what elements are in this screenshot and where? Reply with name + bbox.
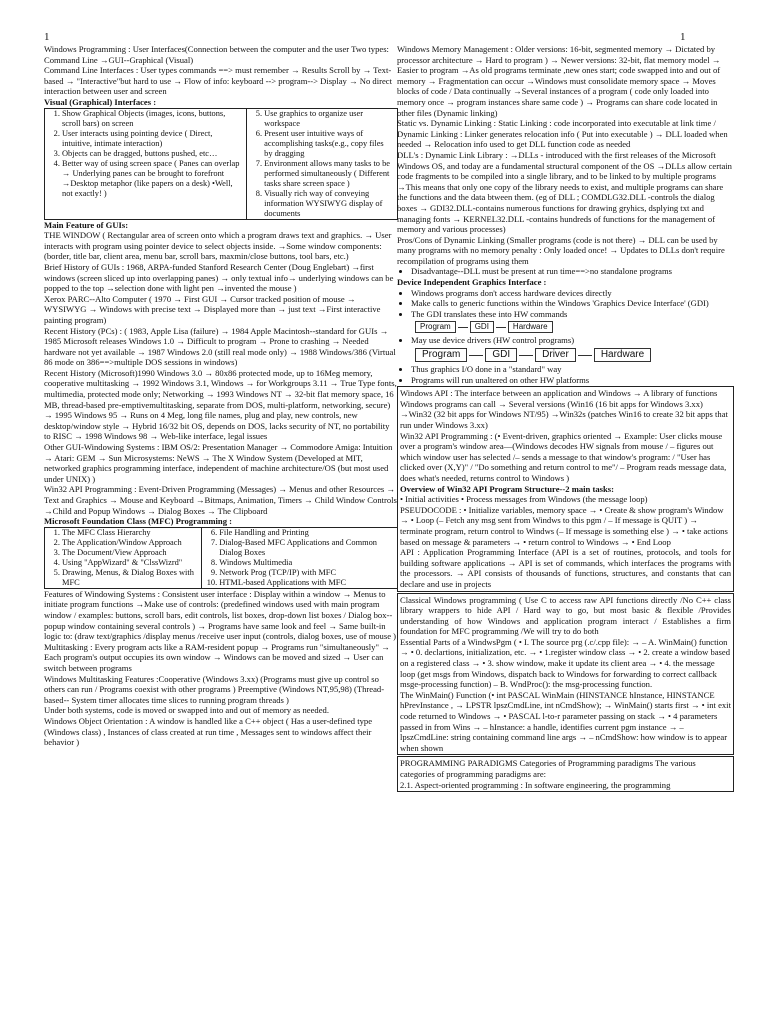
win32-programming-paragraph: Win32 API Programming : (• Event-driven, graphics oriented → Example: User clicks mouse over a program's window area—(Windows decodes HW signals from mouse / – figures out which window user has selected /– sends a message to that window's program: / "User has clicked over (X,Y)" / "Do something and return control to me"/ – Program reads message data, does what's needed, returns control to Windows ) [400, 430, 727, 483]
gui-list-item: 1. Show Graphical Objects (images, icons, buttons, scroll bars) on screen [62, 109, 243, 129]
gui-list-item: 5. Use graphics to organize user workspace [264, 109, 394, 129]
features-paragraph: Features of Windowing Systems : Consistent user interface : Display within a window → Menus to initiate program functions →Make use of controls: (predefined windows used with main program window / examples: buttons, scroll bars, edit controls, list boxes, drop-down list boxes / Dialog box--popup window containing several controls ) → Programs have same look and feel → Same built-in logic to: (draw text/graphics /display menus /receive user input (controls, dialog boxes, use of mouse ) [44, 588, 397, 642]
classical-box [397, 593, 734, 756]
diagram-box-program: Program [415, 348, 467, 362]
mfc-list-item: 4. Using "AppWizard" & "ClssWizrd" [62, 558, 198, 568]
xerox-paragraph: Xerox PARC--Alto Computer ( 1970 → First GUI → Cursor tracked position of mouse → WYSIWYG → Windows with precise text → Displayed more than → just text →First interactive painting program) [44, 293, 381, 325]
mfc-list-item: 5. Drawing, Menus, & Dialog Boxes with MFC [62, 568, 198, 588]
mfc-list-item: 9. Network Prog (TCP/IP) with MFC [219, 568, 394, 578]
mfc-left-cell [45, 527, 202, 588]
memory-paragraph: Windows Memory Management : Older versions: 16-bit, segmented memory → Dictated by processor architecture → Hard to program ) → Newer versions: 32-bit, flat memory model → Easier to program →As old programs terminate ,new ones start; code swapped into and out of memory → Fragmentation can occur →Windows must consolidate memory space → Moves blocks of code / Data continually →Several instances of a program ( code only loaded into memory once → program instances share same code ) → Programs can share code located in other files (Dynamic linking) [397, 44, 721, 118]
aspect-paragraph: 2.1. Aspect-oriented programming : In software engineering, the programming [400, 779, 671, 790]
diagram-box-hardware: Hardware [594, 348, 651, 362]
diagram-box-hardware: Hardware [508, 321, 553, 333]
paradigms-heading: PROGRAMMING PARADIGMS Categories of Programming paradigms The various categories of programming paradigms are: [400, 758, 696, 779]
cli-paragraph: Command Line Interfaces : User types commands ==> must remember → Results Scroll by → Text-based → "Interactive"but hard to use → Flow of info: keyboard --> program--> Display → No direct interaction between user and screen [44, 65, 392, 97]
win32-api-paragraph: Win32 API Programming : Event-Driven Programming (Messages) → Menus and other Resources → Text and Graphics → Mouse and Keyboard →Bitmaps, Animation, Timers → Child Window Controls →Child and Popup Windows → Dialog Boxes → The Clipboard [44, 484, 397, 516]
mfc-list-item: 7. Dialog-Based MFC Applications and Common Dialog Boxes [219, 538, 394, 558]
paradigms-box [397, 756, 734, 792]
diagram-box-driver: Driver [535, 348, 576, 362]
pseudocode-paragraph: PSEUDOCODE : • Initialize variables, memory space → • Create & show program's Window → • Loop (– Fetch any msg sent from Windws to this pgm / – If message is QUIT ) → terminate program, return control to Windws (– If message is something else ) → • take actions based on message & parameters → • return control to Windows → • End Loop [400, 504, 728, 547]
mfc-list-item: 10. HTML-based Applications with MFC [219, 578, 394, 588]
mfc-list-item: 2. The Application/Window Approach [62, 538, 198, 548]
device-heading: Device Independent Graphics Interface : [397, 277, 547, 288]
mfc-list-item: 6. File Handling and Printing [219, 528, 394, 538]
brief-history: Brief History of GUIs : 1968, ARPA-funded Stanford Research Center (Doug Englebart) →first windows (screen sliced up into overlapping panes) → only textual info→ underlying windows can be popped to the top →selection done with light pen →invented the mouse ) [44, 261, 394, 294]
dlls-paragraph: DLL's : Dynamic Link Library : →DLLs - introduced with the first releases of the Microsoft Windows OS, and today are a fundamental structural component of the OS →DLLs allow certain code fragments to be compiled into a single library, and to be linked to by multiple programs →This means that only one copy of the library needs to exist, and multiple programs can share the functions and the data btween them. (eg of DLL ; COMDLG32.DLL -controls the dialog boxes → GDI32.DLL-contains numerous functions for drawing gryhics, dsplying txt and managing fonts → KERNEL32.DLL -contains hundreds of functions for the management of memory and various processes) [397, 149, 732, 235]
tasks-paragraph: • Initial activities • Process messages from Windows (the message loop) [400, 494, 648, 505]
disadvantage-item: • Disadvantage--DLL must be present at run time==>no standalone programs [411, 266, 734, 277]
page-number-left: 1 [44, 31, 50, 43]
mfc-heading: Microsoft Foundation Class (MFC) Programming : [44, 516, 233, 527]
windows-multitasking-paragraph: Windows Multitasking Features :Cooperative (Windows 3.xx) (Programs must give up control so others can run / Programs coexist with other programs ) Preemptive (Windows NT,95,98) (Thread-based-- System timer allocates time slices to running program threads ) [44, 673, 385, 705]
diagram-box-program: Program [415, 321, 456, 333]
diagram-connector [469, 355, 483, 356]
overview-heading: Overview of Win32 API Program Structure--2 main tasks: [400, 483, 614, 494]
multitasking-paragraph: Multitasking : Every program acts like a RAM-resident popup → Programs run "simultaneously" → Each program's output occupies its own window → Windows can be moved and sized → User can switch between programs [44, 641, 390, 673]
under-both-paragraph: Under both systems, code is moved or swapped into and out of memory as needed. [44, 705, 329, 716]
api-definition-paragraph: API : Application Programming Interface (API is a set of routines, protocols, and tools for building software applications → API is set of commands, which interfaces the programs with the processors. → API consists of thousands of functions, structures, and constants that can declare and use in projects [400, 547, 731, 589]
diagram-box-gdi: GDI [470, 321, 494, 333]
pros-cons-paragraph: Pros/Cons of Dynamic Linking (Smaller programs (code is not there) → DLL can be used by many programs with no memory penalty : Only loaded once! → Updates to DLLs don't require recompilation of programs using them [397, 234, 725, 266]
mfc-list-item: 8. Windows Multimedia [219, 558, 394, 568]
gui-list-item: 7. Environment allows many tasks to be performed simultaneously ( Different tasks share screen space ) [264, 159, 394, 189]
gui-list-left-cell [45, 108, 247, 219]
gui-list-item: 4. Better way of using screen space ( Panes can overlap → Underlying panes can be brought to forefront →Desktop metaphor (like papers on a desk) •Well, not exactly! ) [62, 159, 243, 199]
gui-list-right-cell [247, 108, 398, 219]
recent-ms-paragraph: Recent History (Microsoft)1990 Windows 3.0 → 80x86 protected mode, up to 16Meg memory, cooperative multitasking → 1992 Windows 3.1, Windows → for Workgroups 3.11 → True Type fonts, multimedia, protected mode only; Networking → 1993 Windows NT → 32-bit flat memory space, 16 MB, thread-based pre-emptivemultitasking, separate from DOS, multi-platform, networking, secure) → 1995 Windows 95 → Runs on 4 Meg, long file names, plug and play, new controls, new desktop/window style → Hybrid 16/32 bit OS, depends on DOS, lacks security of NT, no portability to RISC → 1998 Windows 98 → Web-like interface, legal issues [44, 367, 397, 442]
device-item: • Windows programs don't access hardware devices directly [411, 288, 734, 299]
diagram-box-gdi: GDI [485, 348, 517, 362]
window-definition: THE WINDOW ( Rectangular area of screen onto which a program draws text and graphics. → User interacts with program using pointer device to select objects inside. →Some window components:(border, title bar, client area, menu bar, scroll bars, maxmin/close buttons, tool bars, etc.) [44, 230, 392, 262]
left-column [44, 44, 398, 1016]
diagram-connector [519, 355, 533, 356]
device-item: • Programs will run unaltered on other HW platforms [411, 375, 734, 386]
gui-list-item: 8. Visually rich way of conveying information WYSIWYG display of documents [264, 189, 394, 219]
essential-paragraph: Essential Parts of a WindwsPgm ( • I. The source prg (.c/.cpp file): → – A. WinMain() function → • 0. declartions, initialization, etc. → • 1.register window class → • 2. create a window based on a registered class → • 3. show window, make it update its client area → • 4. the message loop (get msgs from Windows, dispatch back to Windows for forwarding to correct callback msge-processing function) – B. WndProc(): the msg-processing function. [400, 636, 731, 690]
classical-paragraph: Classical Windows programming ( Use C to access raw API functions directly /No C++ class library wrappers to hide API / Hard way to go, but most basic & flexible /Provides understanding of how Windows and application program interact / Establishes a firm foundation for MFC programming /We will try to do both [400, 594, 731, 637]
object-orientation-paragraph: Windows Object Orientation : A window is handled like a C++ object ( Has a user-defined type (Windows class) , Instances of class created at run time , Messages sent to windows affect their behavior ) [44, 715, 373, 748]
intro-paragraph: Windows Programming : User Interfaces(Connection between the computer and the user Two types: Command Line →GUI--Graphical (Visual) [44, 44, 389, 65]
other-gui-paragraph: Other GUI-Windowing Systems : IBM OS/2: Presentation Manager → Commodore Amiga: Intuition → Atari: GEM → Sun Microsystems: NeWS → The X Window System (Developed at MIT, networked graphics programming interface, independent of machine architecture/OS (but most used under UNIX) ) [44, 442, 393, 484]
diagram-connector [496, 327, 506, 328]
mfc-list-item: 3. The Document/View Approach [62, 548, 198, 558]
winmain-paragraph: The WinMain() Function (• int PASCAL WinMain (HINSTANCE hInstance, HINSTANCE hPrevInstance , → LPSTR lpszCmdLine, int nCmdShow); → WinMain() starts first → • int exit code returned to Windows → • PASCAL l-to-r parameter passing on stack → • 4 parameters passed in from Wins → – hInstance: a handle, identifies current pgm instance → – lpszCmdLine: string containing command line args → – nCmdShow: how window is to appear when shown [400, 689, 731, 753]
diagram-connector [458, 327, 468, 328]
gui-list-item: 6. Present user intuitive ways of accomplishing tasks(e.g., copy files by dragging [264, 129, 394, 159]
mfc-table [44, 527, 398, 589]
gui-table [44, 108, 398, 220]
device-item: • Make calls to generic functions within the Windows 'Graphics Device Interface' (GDI) [411, 298, 734, 309]
gui-list-item: 3. Objects can be dragged, buttons pushed, etc… [62, 149, 243, 159]
driver-diagram [415, 348, 734, 362]
page-number-right: 1 [680, 31, 686, 43]
device-item: • May use device drivers (HW control programs) [411, 335, 734, 346]
diagram-connector [578, 355, 592, 356]
mfc-right-cell [202, 527, 398, 588]
gdi-diagram [415, 321, 734, 333]
main-feature-heading: Main Feature of GUIs: [44, 219, 129, 230]
right-column [397, 44, 734, 1016]
gui-list-item: 2. User interacts using pointing device ( Direct, intuitive, intimate interaction) [62, 129, 243, 149]
winapi-box [397, 386, 734, 591]
mfc-list-item: 1. The MFC Class Hierarchy [62, 528, 198, 538]
device-item: • Thus graphics I/O done in a "standard" way [411, 364, 734, 375]
gui-heading: Visual (Graphical) Interfaces : [44, 96, 157, 107]
winapi-paragraph: Windows API : The interface between an application and Windows → A library of functions Windows programs can call → Several versions (Win16 (16 bit apps for Windows 3.xx) →Win32 (32 bit apps for Windows NT/95) →Win32s (patches Win16 to create 32 bit apps that run under Windows 3.xx) [400, 388, 728, 430]
recent-pcs-paragraph: Recent History (PCs) : ( 1983, Apple Lisa (failure) → 1984 Apple Macintosh--standard for GUIs → 1985 Microsoft releases Windows 1.0 → Difficult to program → Prone to crashing → Needed hardware not yet available → 1987 Windows 2.0 (still real mode only) → 1988 Windows/386 (Virtual 86 mode on 386==>multiple DOS sessions in windows) [44, 325, 396, 368]
device-item: • The GDI translates these into HW commands [411, 309, 734, 320]
linking-paragraph: Static vs. Dynamic Linking : Static Linking : code incorporated into executable at link time / Dynamic Linking : Linker generates relocation info ( Put into executable ) → DLL loaded when needed → Relocation info used to get DLL function code as needed [397, 118, 728, 150]
